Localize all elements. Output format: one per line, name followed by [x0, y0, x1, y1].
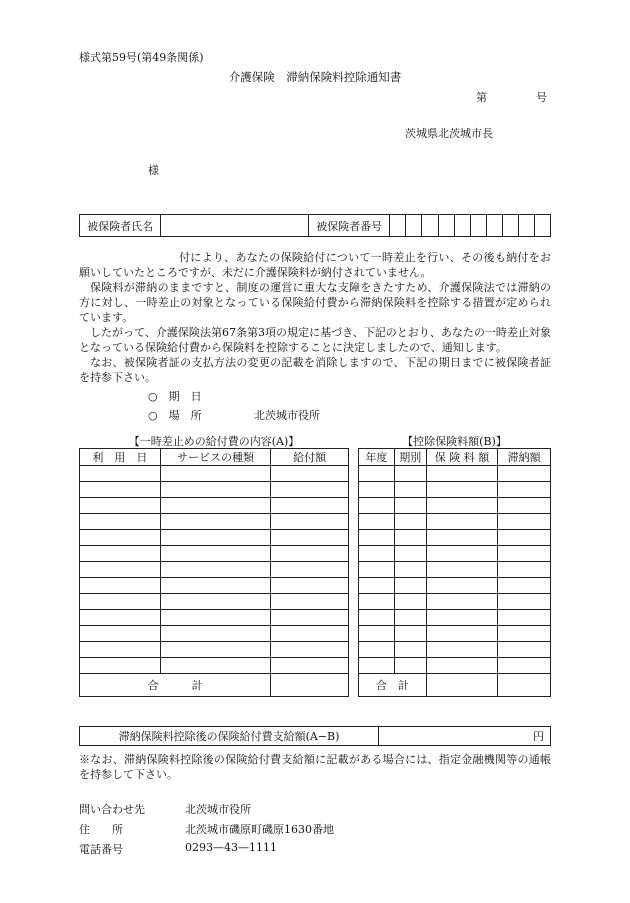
- table-cell[interactable]: [80, 546, 161, 562]
- premium-deduction-table: [358, 448, 551, 697]
- table-row: [359, 642, 551, 658]
- table-cell[interactable]: [426, 642, 498, 658]
- address-value: 北茨城市磯原町磯原1630番地: [185, 823, 334, 836]
- insured-number-box[interactable]: [454, 215, 470, 237]
- note: ※なお、滞納保険料控除後の保険給付費支給額に記載がある場合には、指定金融機関等の通帳を持参して下さい。: [79, 753, 551, 781]
- table-cell[interactable]: [394, 466, 426, 482]
- body-paragraph-1: 付により、あなたの保険給付について一時差止を行い、その後も納付をお願いしていたところですが、未だに介護保険料が納付されていません。: [79, 251, 551, 279]
- benefit-suspension-table: [79, 448, 349, 697]
- table-cell[interactable]: [271, 626, 349, 642]
- table-cell[interactable]: [271, 658, 349, 674]
- total-label: 合 計: [359, 674, 427, 697]
- issuer: 茨城県北茨城市長: [405, 127, 493, 140]
- date-label: ○ 期 日: [148, 390, 202, 403]
- table-cell[interactable]: [426, 530, 498, 546]
- recipient-suffix: 様: [148, 164, 159, 177]
- column-header: 保 険 料 額: [426, 449, 498, 466]
- table-cell[interactable]: [359, 642, 395, 658]
- number-go: 号: [536, 91, 547, 104]
- total-amount-cell[interactable]: [498, 674, 551, 697]
- table-row: [80, 594, 349, 610]
- table-cell[interactable]: [271, 530, 349, 546]
- table-cell[interactable]: [160, 562, 271, 578]
- table-cell[interactable]: [160, 546, 271, 562]
- table-a-caption: 【一時差止めの給付費の内容(A)】: [128, 435, 300, 448]
- column-header: サービスの種類: [160, 449, 271, 466]
- body-paragraph-3: したがって、介護保険法第67条第3項の規定に基づき、下記のとおり、あなたの一時差止対象となっている保険給付費から保険料を控除することに決定しましたので、通知します。: [79, 326, 551, 354]
- table-cell[interactable]: [160, 642, 271, 658]
- phone-label: 電話番号: [79, 843, 123, 856]
- table-cell[interactable]: [359, 482, 395, 498]
- insured-number-box[interactable]: [390, 215, 406, 237]
- table-cell[interactable]: [394, 546, 426, 562]
- table-row: [359, 466, 551, 482]
- table-cell[interactable]: [426, 514, 498, 530]
- body-paragraph-4: なお、被保険者証の支払方法の変更の記載を消除しますので、下記の期日までに被保険者証を持参下さい。: [79, 356, 551, 384]
- insured-number-box[interactable]: [502, 215, 518, 237]
- table-cell[interactable]: [160, 594, 271, 610]
- table-cell[interactable]: [160, 610, 271, 626]
- table-cell[interactable]: [271, 466, 349, 482]
- column-header: 滞納額: [498, 449, 551, 466]
- table-cell[interactable]: [271, 562, 349, 578]
- column-header: 年度: [359, 449, 395, 466]
- table-cell[interactable]: [426, 498, 498, 514]
- table-row: [359, 658, 551, 674]
- table-cell[interactable]: [359, 530, 395, 546]
- table-b-caption: 【控除保険料額(B)】: [402, 435, 507, 448]
- table-cell[interactable]: [426, 578, 498, 594]
- table-row: [359, 482, 551, 498]
- table-cell[interactable]: [498, 594, 551, 610]
- table-cell[interactable]: [426, 466, 498, 482]
- table-cell[interactable]: [271, 610, 349, 626]
- table-row: [359, 530, 551, 546]
- table-cell[interactable]: [498, 610, 551, 626]
- table-cell[interactable]: [80, 514, 161, 530]
- phone-value: 0293—43—1111: [185, 841, 277, 854]
- place-value: 北茨城市役所: [254, 409, 320, 422]
- table-cell[interactable]: [394, 530, 426, 546]
- address-label: 住 所: [79, 823, 123, 836]
- table-cell[interactable]: [394, 610, 426, 626]
- insured-name-field[interactable]: [161, 215, 309, 237]
- insured-number-box[interactable]: [406, 215, 422, 237]
- insured-name-label: 被保険者氏名: [80, 215, 161, 237]
- table-cell[interactable]: [359, 610, 395, 626]
- table-cell[interactable]: [359, 626, 395, 642]
- table-cell[interactable]: [426, 594, 498, 610]
- table-row: [80, 514, 349, 530]
- table-cell[interactable]: [498, 578, 551, 594]
- table-cell[interactable]: [80, 658, 161, 674]
- table-cell[interactable]: [394, 514, 426, 530]
- table-row: [80, 498, 349, 514]
- insured-number-label: 被保険者番号: [308, 215, 389, 237]
- table-row: [80, 610, 349, 626]
- table-cell[interactable]: [359, 578, 395, 594]
- body-paragraph-2: 保険料が滞納のままですと、制度の運営に重大な支障をきたすため、介護保険法では滞納の方に対し、一時差止の対象となっている保険給付費から滞納保険料を控除する措置が定められています。: [79, 281, 551, 324]
- table-cell[interactable]: [271, 578, 349, 594]
- number-dai: 第: [476, 91, 487, 104]
- table-cell[interactable]: [498, 642, 551, 658]
- table-cell[interactable]: [394, 626, 426, 642]
- total-amount-cell[interactable]: [426, 674, 498, 697]
- column-header: 給付額: [271, 449, 349, 466]
- table-cell[interactable]: [271, 514, 349, 530]
- table-cell[interactable]: [359, 562, 395, 578]
- table-cell[interactable]: [426, 610, 498, 626]
- table-cell[interactable]: [80, 610, 161, 626]
- table-row: [359, 610, 551, 626]
- payment-amount-field[interactable]: [379, 727, 551, 746]
- table-cell[interactable]: [498, 546, 551, 562]
- table-cell[interactable]: [359, 514, 395, 530]
- table-cell[interactable]: [426, 626, 498, 642]
- insured-number-box[interactable]: [422, 215, 438, 237]
- table-cell[interactable]: [271, 546, 349, 562]
- table-cell[interactable]: [80, 498, 161, 514]
- table-cell[interactable]: [160, 466, 271, 482]
- table-cell[interactable]: [80, 626, 161, 642]
- table-cell[interactable]: [498, 530, 551, 546]
- table-cell[interactable]: [426, 562, 498, 578]
- table-row: [359, 546, 551, 562]
- table-cell[interactable]: [394, 482, 426, 498]
- table-cell[interactable]: [80, 594, 161, 610]
- table-row: [80, 578, 349, 594]
- table-cell[interactable]: [359, 658, 395, 674]
- column-header: 期別: [394, 449, 426, 466]
- table-cell[interactable]: [498, 482, 551, 498]
- table-cell[interactable]: [160, 626, 271, 642]
- insured-number-box[interactable]: [534, 215, 550, 237]
- insured-number-box[interactable]: [486, 215, 502, 237]
- table-row: [359, 514, 551, 530]
- form-id: 様式第59号(第49条関係): [79, 51, 204, 64]
- table-cell[interactable]: [80, 642, 161, 658]
- table-row: [80, 530, 349, 546]
- payment-amount-table: [79, 726, 551, 746]
- column-header: 利 用 日: [80, 449, 161, 466]
- insured-number-box[interactable]: [438, 215, 454, 237]
- document-title: 介護保険 滞納保険料控除通知書: [228, 70, 402, 84]
- table-cell[interactable]: [498, 658, 551, 674]
- table-row: [80, 466, 349, 482]
- table-cell[interactable]: [80, 466, 161, 482]
- table-cell[interactable]: [394, 562, 426, 578]
- table-cell[interactable]: [498, 466, 551, 482]
- table-row: [80, 546, 349, 562]
- insured-number-box[interactable]: [470, 215, 486, 237]
- table-cell[interactable]: [80, 578, 161, 594]
- table-cell[interactable]: [394, 658, 426, 674]
- table-cell[interactable]: [160, 530, 271, 546]
- table-row: [80, 642, 349, 658]
- table-cell[interactable]: [394, 498, 426, 514]
- table-cell[interactable]: [498, 514, 551, 530]
- table-cell[interactable]: [80, 530, 161, 546]
- yen-unit: 円: [533, 730, 544, 743]
- table-cell[interactable]: [426, 546, 498, 562]
- table-cell[interactable]: [160, 578, 271, 594]
- table-cell[interactable]: [160, 658, 271, 674]
- total-amount-cell[interactable]: [271, 674, 349, 697]
- table-cell[interactable]: [426, 482, 498, 498]
- table-cell[interactable]: [160, 482, 271, 498]
- table-cell[interactable]: [394, 642, 426, 658]
- table-row: [80, 482, 349, 498]
- table-cell[interactable]: [271, 642, 349, 658]
- table-row: [359, 594, 551, 610]
- table-row: [359, 578, 551, 594]
- table-cell[interactable]: [359, 546, 395, 562]
- payment-label: 滞納保険料控除後の保険給付費支給額(A−B): [80, 727, 379, 746]
- place-label: ○ 場 所: [148, 409, 202, 422]
- table-row: [359, 498, 551, 514]
- table-cell[interactable]: [426, 658, 498, 674]
- table-cell[interactable]: [160, 514, 271, 530]
- table-cell[interactable]: [498, 562, 551, 578]
- table-cell[interactable]: [271, 482, 349, 498]
- table-row: [80, 658, 349, 674]
- table-cell[interactable]: [271, 594, 349, 610]
- table-row: [80, 562, 349, 578]
- table-cell[interactable]: [394, 594, 426, 610]
- table-cell[interactable]: [498, 498, 551, 514]
- table-cell[interactable]: [271, 498, 349, 514]
- inquiry-value: 北茨城市役所: [185, 803, 251, 816]
- insured-number-box[interactable]: [518, 215, 534, 237]
- table-cell[interactable]: [394, 578, 426, 594]
- insured-info-table: [79, 214, 551, 237]
- table-cell[interactable]: [359, 466, 395, 482]
- table-cell[interactable]: [160, 498, 271, 514]
- table-row: [359, 562, 551, 578]
- table-cell[interactable]: [359, 498, 395, 514]
- table-row: [359, 626, 551, 642]
- table-row: [80, 626, 349, 642]
- inquiry-label: 問い合わせ先: [79, 803, 145, 816]
- total-label: 合 計: [80, 674, 271, 697]
- table-cell[interactable]: [498, 626, 551, 642]
- table-cell[interactable]: [359, 594, 395, 610]
- table-cell[interactable]: [80, 482, 161, 498]
- table-cell[interactable]: [80, 562, 161, 578]
